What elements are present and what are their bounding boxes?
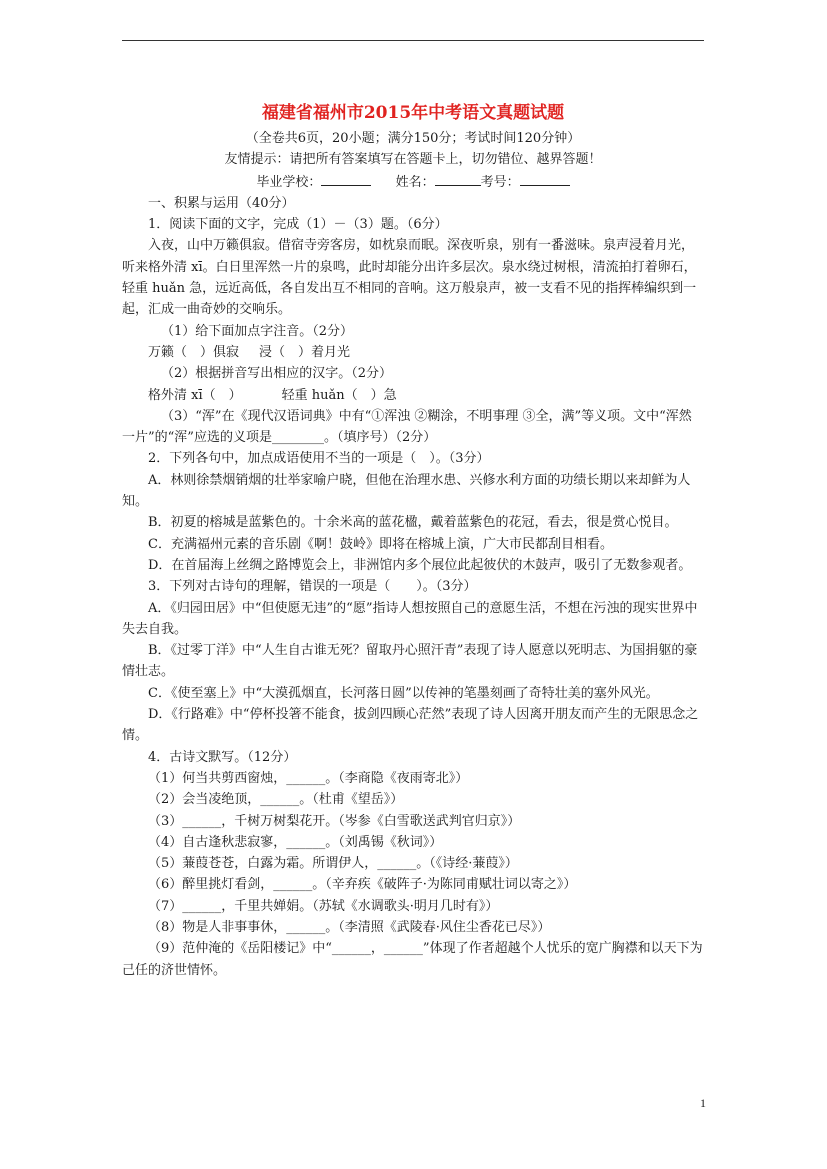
q1-sub2-b: 轻重 huǎn（ ）急 (281, 387, 397, 403)
q4-item: （9）范仲淹的《岳阳楼记》中“______，______”体现了作者超越个人忧乐的宽广胸襟和以天下为己任的济世情怀。 (122, 941, 703, 978)
q2-option-c: C．充满福州元素的音乐剧《啊！鼓岭》即将在榕城上演，广大市民都刮目相看。 (148, 536, 613, 552)
exam-title: 福建省福州市2015年中考语文真题试题 (261, 103, 565, 123)
q1-sub3: （3）“浑”在《现代汉语词典》中有“①浑浊 ②糊涂，不明事理 ③全，满”等义项。文中“浑然一片”的“浑”应选的义项是________。（填序号）（2分） (122, 408, 692, 446)
q4-item: （1）何当共剪西窗烛，______。（李商隐《夜雨寄北》） (148, 770, 469, 786)
exam-info: （全卷共6页，20小题；满分150分；考试时间120分钟） (245, 131, 581, 146)
q4-item: （3）______，千树万树梨花开。（岑参《白雪歌送武判官归京》） (148, 813, 521, 829)
exam-tip: 友情提示：请把所有答案填写在答题卡上，切勿错位、越界答题！ (224, 152, 602, 168)
q4-item: （2）会当凌绝顶，______。（杜甫《望岳》） (148, 792, 404, 808)
q4-stem: 4．古诗文默写。（12分） (148, 749, 297, 765)
exam-number-blank (520, 171, 570, 186)
name-blank (435, 171, 481, 186)
header-rule (122, 40, 704, 41)
exam-label: 考号： (480, 174, 520, 190)
q1-sub1: （1）给下面加点字注音。（2分） (161, 323, 354, 339)
q2-option-d: D．在首届海上丝绸之路博览会上，非洲馆内多个展位此起彼伏的木鼓声，吸引了无数参观者。 (148, 557, 692, 573)
q3-option-c: C．《使至塞上》中“大漠孤烟直，长河落日圆”以传神的笔墨刻画了奇特壮美的塞外风光。 (148, 685, 659, 701)
q1-sub2-items (122, 385, 704, 406)
q2-option-a: A．林则徐禁烟销烟的壮举家喻户晓，但他在治理水患、兴修水利方面的功绩长期以来却鲜为人知。 (122, 472, 691, 510)
student-info-row (122, 171, 704, 193)
school-label: 毕业学校： (256, 174, 322, 190)
exam-page (122, 100, 704, 981)
page-number: 1 (700, 1096, 706, 1110)
q1-sub2: （2）根据拼音写出相应的汉字。（2分） (161, 366, 393, 382)
q4-item: （8）物是人非事事休，______。（李清照《武陵春·风住尘香花已尽》） (148, 919, 551, 935)
q1-sub1-b: 浸（ ）着月光 (259, 344, 351, 360)
section-heading: 一、积累与运用（40分） (148, 195, 295, 211)
school-blank (321, 171, 371, 186)
q1-sub1-items (122, 342, 704, 363)
q2-stem: 2．下列各句中，加点成语使用不当的一项是（ ）。（3分） (148, 451, 490, 467)
q3-option-a: A．《归园田居》中“但使愿无违”的“愿”指诗人想按照自己的意愿生活，不想在污浊的现实世界中失去自我。 (122, 600, 698, 637)
q4-item: （7）______，千里共婵娟。（苏轼《水调歌头·明月几时有》） (148, 898, 499, 914)
q4-item: （5）蒹葭苍苍，白露为霜。所谓伊人，______。（《诗经·蒹葭》） (148, 856, 518, 872)
q4-item: （6）醉里挑灯看剑，______。（辛弃疾《破阵子·为陈同甫赋壮词以寄之》） (148, 877, 577, 893)
q1-sub1-a: 万籁（ ）俱寂 (148, 344, 240, 360)
q1-passage: 入夜，山中万籁俱寂。借宿寺旁客房，如枕泉而眠。深夜听泉，别有一番滋味。泉声浸着月光，听来格外清 xī。白日里浑然一片的泉鸣，此时却能分出许多层次。泉水绕过树根，清流拍打着卵石，轻重 huǎn 急，远近高低，各自发出互不相同的音响。这万般泉声，被一支看不见的指挥棒编织到一起，汇成一曲奇妙的交响乐。 (122, 238, 697, 318)
q3-option-b: B．《过零丁洋》中“人生自古谁无死？留取丹心照汗青”表现了诗人愿意以死明志、为国捐躯的豪情壮志。 (122, 643, 698, 680)
name-label: 姓名： (395, 174, 435, 190)
q2-option-b: B．初夏的榕城是蓝紫色的。十余米高的蓝花楹，戴着蓝紫色的花冠，看去，很是赏心悦目。 (148, 515, 678, 531)
q3-option-d: D．《行路难》中“停杯投箸不能食，拔剑四顾心茫然”表现了诗人因离开朋友而产生的无限思念之情。 (122, 707, 699, 744)
q1-stem: 1．阅读下面的文字，完成（1）－（3）题。（6分） (148, 217, 448, 233)
q1-sub2-a: 格外清 xī（ ） (148, 387, 242, 403)
q4-item: （4）自古逢秋悲寂寥，______。（刘禹锡《秋词》） (148, 834, 443, 850)
q3-stem: 3．下列对古诗句的理解，错误的一项是（ ）。（3分） (148, 579, 477, 595)
